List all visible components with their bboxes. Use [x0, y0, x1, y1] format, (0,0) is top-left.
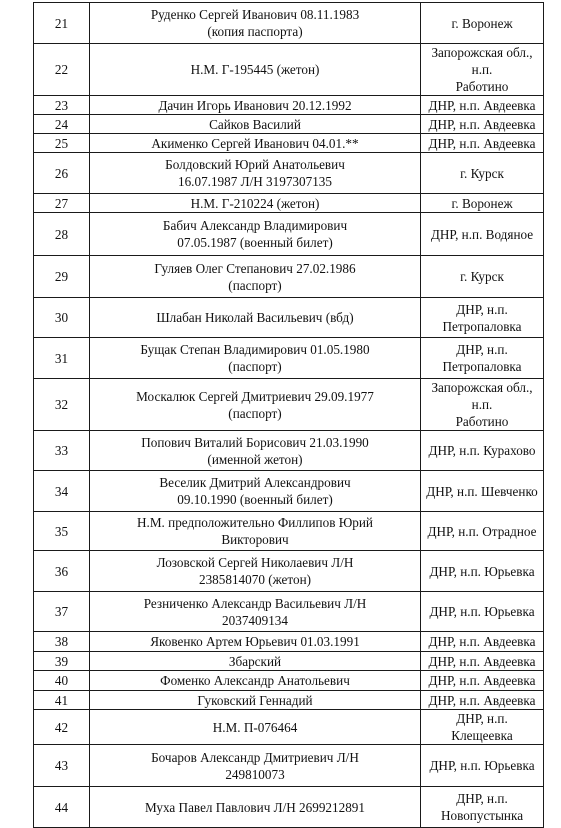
person-details: Н.М. П-076464 [90, 710, 421, 745]
row-number: 39 [34, 652, 90, 671]
person-details: Гуляев Олег Степанович 27.02.1986 (паспорт) [90, 256, 421, 298]
row-number: 21 [34, 3, 90, 44]
row-number: 43 [34, 745, 90, 787]
table-row [34, 671, 544, 691]
location: ДНР, н.п. Авдеевка [421, 96, 544, 115]
row-number: 38 [34, 632, 90, 652]
person-details: Акименко Сергей Иванович 04.01.** [90, 134, 421, 153]
table-row [34, 745, 544, 787]
row-number: 44 [34, 787, 90, 828]
row-number: 26 [34, 153, 90, 194]
table-row [34, 471, 544, 512]
location: ДНР, н.п. Авдеевка [421, 671, 544, 691]
person-details: Шлабан Николай Васильевич (вбд) [90, 298, 421, 338]
table-row [34, 338, 544, 379]
location: ДНР, н.п. Новопустынка [421, 787, 544, 828]
table-row [34, 153, 544, 194]
table-row [34, 632, 544, 652]
person-details: Попович Виталий Борисович 21.03.1990 (именной жетон) [90, 431, 421, 471]
person-details: Фоменко Александр Анатольевич [90, 671, 421, 691]
table-row [34, 3, 544, 44]
location: ДНР, н.п. Авдеевка [421, 632, 544, 652]
person-details: Бочаров Александр Дмитриевич Л/Н 249810073 [90, 745, 421, 787]
table-row [34, 379, 544, 431]
location: ДНР, н.п. Юрьевка [421, 745, 544, 787]
row-number: 24 [34, 115, 90, 134]
location: ДНР, н.п. Петропаловка [421, 298, 544, 338]
person-details: Н.М. Г-210224 (жетон) [90, 194, 421, 213]
location: ДНР, н.п. Курахово [421, 431, 544, 471]
location: ДНР, н.п. Авдеевка [421, 691, 544, 710]
person-details: Руденко Сергей Иванович 08.11.1983 (копия паспорта) [90, 3, 421, 44]
location: ДНР, н.п. Юрьевка [421, 592, 544, 632]
person-details: Бущак Степан Владимирович 01.05.1980 (паспорт) [90, 338, 421, 379]
row-number: 35 [34, 512, 90, 551]
row-number: 31 [34, 338, 90, 379]
row-number: 28 [34, 213, 90, 256]
location: Запорожская обл., н.п. Работино [421, 379, 544, 431]
location: ДНР, н.п. Авдеевка [421, 652, 544, 671]
row-number: 32 [34, 379, 90, 431]
row-number: 34 [34, 471, 90, 512]
location: г. Воронеж [421, 3, 544, 44]
person-details: Москалюк Сергей Дмитриевич 29.09.1977 (паспорт) [90, 379, 421, 431]
table-row [34, 256, 544, 298]
person-details: Яковенко Артем Юрьевич 01.03.1991 [90, 632, 421, 652]
row-number: 22 [34, 44, 90, 96]
location: г. Курск [421, 153, 544, 194]
location: г. Воронеж [421, 194, 544, 213]
table-row [34, 710, 544, 745]
person-details: Веселик Дмитрий Александрович 09.10.1990 (военный билет) [90, 471, 421, 512]
table-body [34, 3, 544, 828]
location: ДНР, н.п. Авдеевка [421, 134, 544, 153]
table-row [34, 298, 544, 338]
table-row [34, 652, 544, 671]
table-row [34, 115, 544, 134]
row-number: 25 [34, 134, 90, 153]
table-row [34, 194, 544, 213]
location: ДНР, н.п. Авдеевка [421, 115, 544, 134]
location: ДНР, н.п. Шевченко [421, 471, 544, 512]
row-number: 37 [34, 592, 90, 632]
table-row [34, 213, 544, 256]
row-number: 30 [34, 298, 90, 338]
row-number: 42 [34, 710, 90, 745]
row-number: 27 [34, 194, 90, 213]
location: ДНР, н.п. Клещеевка [421, 710, 544, 745]
location: Запорожская обл., н.п. Работино [421, 44, 544, 96]
person-details: Бабич Александр Владимирович 07.05.1987 (военный билет) [90, 213, 421, 256]
location: ДНР, н.п. Юрьевка [421, 551, 544, 592]
table-row [34, 431, 544, 471]
person-details: Резниченко Александр Васильевич Л/Н 2037409134 [90, 592, 421, 632]
row-number: 36 [34, 551, 90, 592]
person-details: Н.М. предположительно Филлипов Юрий Викторович [90, 512, 421, 551]
row-number: 33 [34, 431, 90, 471]
person-details: Збарский [90, 652, 421, 671]
person-details: Сайков Василий [90, 115, 421, 134]
row-number: 41 [34, 691, 90, 710]
table-row [34, 44, 544, 96]
location: ДНР, н.п. Отрадное [421, 512, 544, 551]
person-details: Болдовский Юрий Анатольевич 16.07.1987 Л/Н 3197307135 [90, 153, 421, 194]
person-details: Дачин Игорь Иванович 20.12.1992 [90, 96, 421, 115]
row-number: 23 [34, 96, 90, 115]
row-number: 29 [34, 256, 90, 298]
table-row [34, 787, 544, 828]
location: ДНР, н.п. Петропаловка [421, 338, 544, 379]
casualty-list-table [33, 2, 544, 828]
table-row [34, 551, 544, 592]
table-row [34, 512, 544, 551]
person-details: Муха Павел Павлович Л/Н 2699212891 [90, 787, 421, 828]
table-row [34, 96, 544, 115]
row-number: 40 [34, 671, 90, 691]
table-row [34, 691, 544, 710]
table-row [34, 592, 544, 632]
location: ДНР, н.п. Водяное [421, 213, 544, 256]
person-details: Н.М. Г-195445 (жетон) [90, 44, 421, 96]
location: г. Курск [421, 256, 544, 298]
table-row [34, 134, 544, 153]
person-details: Гуковский Геннадий [90, 691, 421, 710]
person-details: Лозовской Сергей Николаевич Л/Н 2385814070 (жетон) [90, 551, 421, 592]
